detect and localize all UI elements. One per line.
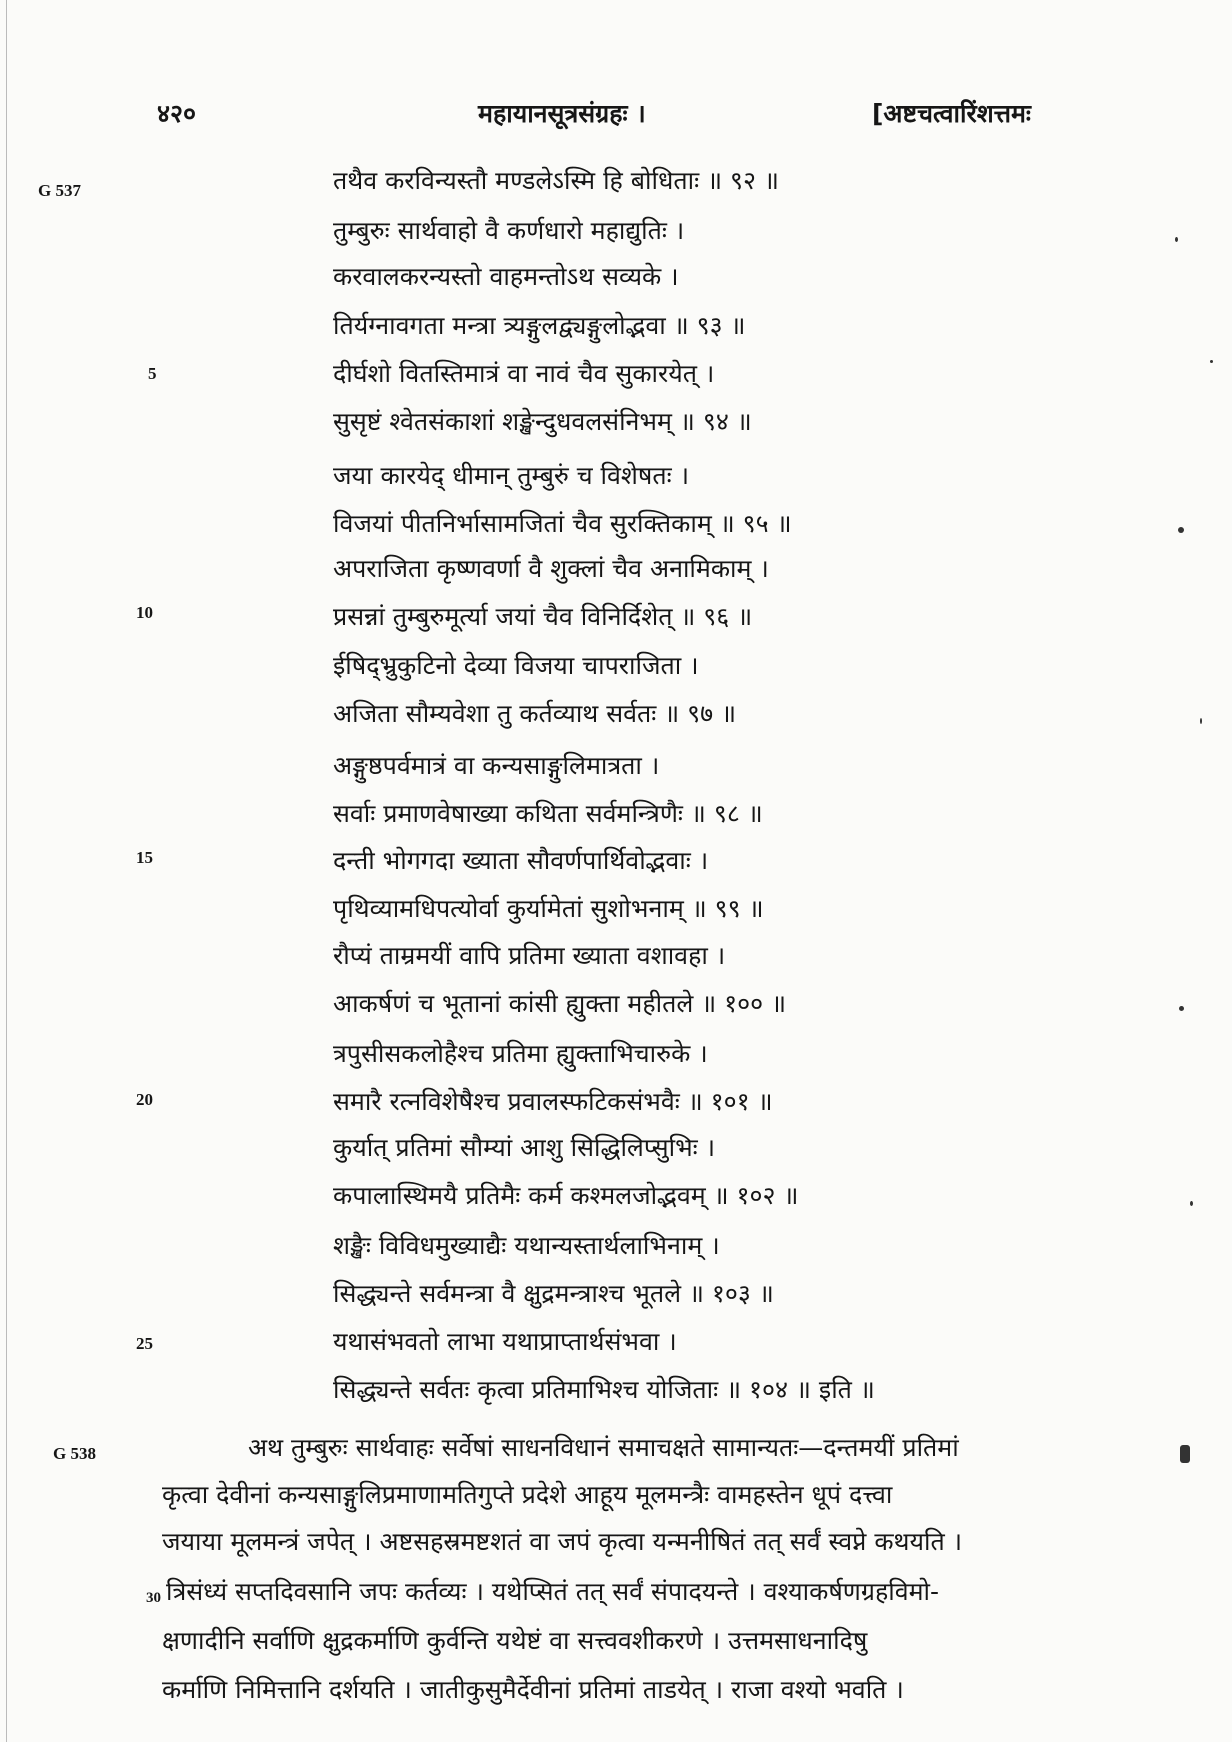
prose-line: त्रिसंध्यं सप्तदिवसानि जपः कर्तव्यः । यथेप्सितं तत् सर्वं संपादयन्ते । वश्याकर्षणग्रहविमो-	[166, 1577, 940, 1606]
verse-line: त्रपुसीसकलोहैश्च प्रतिमा ह्युक्ताभिचारुके ।	[333, 1039, 708, 1068]
verse-line: यथासंभवतो लाभा यथाप्राप्तार्थसंभवा ।	[333, 1327, 677, 1356]
verse-line: सिद्ध्यन्ते सर्वतः कृत्वा प्रतिमाभिश्च योजिताः ॥ १०४ ॥ इति ॥	[333, 1375, 875, 1404]
scan-speck	[1180, 1445, 1190, 1463]
prose-line: जयाया मूलमन्त्रं जपेत् । अष्टसहस्रमष्टशतं वा जपं कृत्वा यन्मनीषितं तत् सर्वं स्वप्ने कथयति ।	[162, 1527, 963, 1556]
scan-speck	[1175, 237, 1178, 242]
verse-line: रौप्यं ताम्रमयीं वापि प्रतिमा ख्याता वशावहा ।	[333, 941, 726, 970]
verse-line: अङ्गुष्ठपर्वमात्रं वा कन्यसाङ्गुलिमात्रता ।	[333, 751, 660, 780]
verse-line: ईषिद्भ्रुकुटिनो देव्या विजया चापराजिता ।	[333, 651, 699, 680]
verse-line: अजिता सौम्यवेशा तु कर्तव्याथ सर्वतः ॥ ९७ ॥	[333, 699, 737, 728]
verse-line: सिद्ध्यन्ते सर्वमन्त्रा वै क्षुद्रमन्त्राश्च भूतले ॥ १०३ ॥	[333, 1279, 774, 1308]
page-number: ४२०	[157, 99, 197, 128]
verse-line: समारै रत्नविशेषैश्च प्रवालस्फटिकसंभवैः ॥ १०१ ॥	[333, 1087, 773, 1116]
ref-g537: G 537	[38, 181, 81, 200]
scan-speck	[1179, 1006, 1184, 1011]
prose-line: अथ तुम्बुरुः सार्थवाहः सर्वेषां साधनविधानं समाचक्षते सामान्यतः—दन्तमयीं प्रतिमां	[248, 1433, 959, 1462]
verse-line: कपालास्थिमयै प्रतिमैः कर्म कश्मलजोद्भवम् ॥ १०२ ॥	[333, 1181, 799, 1210]
verse-line: आकर्षणं च भूतानां कांसी ह्युक्ता महीतले ॥ १०० ॥	[333, 989, 787, 1018]
line-number-30: 30	[146, 1590, 161, 1606]
scan-speck	[1200, 718, 1202, 724]
verse-line: अपराजिता कृष्णवर्णा वै शुक्लां चैव अनामिकाम् ।	[333, 554, 769, 583]
verse-line: सुसृष्टं श्वेतसंकाशां शङ्खेन्दुधवलसंनिभम् ॥ ९४ ॥	[333, 407, 752, 436]
verse-line: दन्ती भोगगदा ख्याता सौवर्णपार्थिवोद्भवाः ।	[333, 846, 709, 875]
line-number-20: 20	[136, 1090, 153, 1109]
verse-line: तथैव करविन्यस्तौ मण्डलेऽस्मि हि बोधिताः ॥ ९२ ॥	[333, 166, 779, 195]
line-number-5: 5	[148, 364, 157, 383]
scan-speck	[1178, 527, 1184, 533]
scan-edge-line	[6, 0, 7, 1742]
prose-line: कृत्वा देवीनां कन्यसाङ्गुलिप्रमाणामतिगुप्ते प्रदेशे आहूय मूलमन्त्रैः वामहस्तेन धूपं दत्त्वा	[162, 1480, 893, 1509]
verse-line: जया कारयेद् धीमान् तुम्बुरुं च विशेषतः ।	[333, 461, 690, 490]
verse-line: विजयां पीतनिर्भासामजितां चैव सुरक्तिकाम् ॥ ९५ ॥	[333, 509, 792, 538]
verse-line: सर्वाः प्रमाणवेषाख्या कथिता सर्वमन्त्रिणैः ॥ ९८ ॥	[333, 799, 763, 828]
verse-line: तिर्यग्नावगता मन्त्रा त्र्यङ्गुलद्व्यङ्गुलोद्भवा ॥ ९३ ॥	[333, 311, 746, 340]
verse-line: दीर्घशो वितस्तिमात्रं वा नावं चैव सुकारयेत् ।	[333, 359, 715, 388]
verse-line: शङ्खैः विविधमुख्याद्यैः यथान्यस्तार्थलाभिनाम् ।	[333, 1231, 720, 1260]
verse-line: प्रसन्नां तुम्बुरुमूर्त्या जयां चैव विनिर्दिशेत् ॥ ९६ ॥	[333, 602, 753, 631]
verse-line: करवालकरन्यस्तो वाहमन्तोऽथ सव्यके ।	[333, 262, 679, 291]
scan-speck	[1210, 360, 1213, 363]
running-header	[0, 92, 1232, 132]
line-number-10: 10	[136, 603, 153, 622]
verse-line: तुम्बुरुः सार्थवाहो वै कर्णधारो महाद्युतिः ।	[333, 216, 685, 245]
prose-line: कर्माणि निमित्तानि दर्शयति । जातीकुसुमैर्देवीनां प्रतिमां ताडयेत् । राजा वश्यो भवति ।	[162, 1675, 904, 1704]
ref-g538: G 538	[53, 1444, 96, 1463]
line-number-25: 25	[136, 1334, 153, 1353]
verse-line: कुर्यात् प्रतिमां सौम्यां आशु सिद्धिलिप्सुभिः ।	[333, 1133, 716, 1162]
line-number-15: 15	[136, 848, 153, 867]
prose-line: क्षणादीनि सर्वाणि क्षुद्रकर्माणि कुर्वन्ति यथेष्टं वा सत्त्ववशीकरणे । उत्तमसाधनादिषु	[162, 1626, 868, 1655]
chapter-title: [अष्टचत्वारिंशत्तमः	[872, 99, 1031, 128]
scan-speck	[1190, 1201, 1193, 1206]
verse-line: पृथिव्यामधिपत्योर्वा कुर्यामेतां सुशोभनाम् ॥ ९९ ॥	[333, 894, 764, 923]
book-title: महायानसूत्रसंग्रहः ।	[478, 99, 646, 128]
